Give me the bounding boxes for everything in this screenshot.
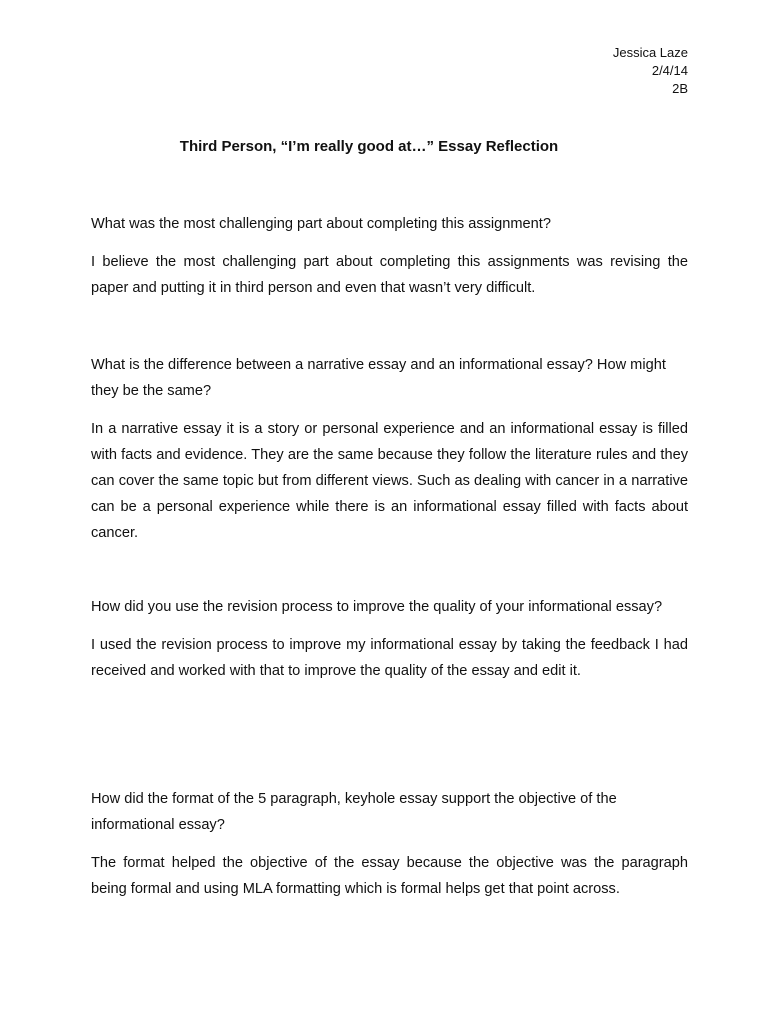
- class-period: 2B: [672, 81, 688, 96]
- question-text: What was the most challenging part about completing this assignment?: [91, 216, 551, 232]
- question-text: How did you use the revision process to improve the quality of your informational essay?: [91, 599, 663, 615]
- document-title: Third Person, “I’m really good at…” Essay Reflection: [179, 138, 559, 155]
- qa-section-1: [91, 211, 688, 301]
- qa-section-2: [91, 352, 688, 546]
- assignment-date: 2/4/14: [651, 63, 688, 78]
- answer-text: I used the revision process to improve my informational essay by taking the feedback I had received and worked with that to improve the quality of the essay and edit it.: [91, 637, 688, 679]
- qa-section-4: [91, 786, 688, 902]
- answer-text: In a narrative essay it is a story or personal experience and an informational essay is filled with facts and evidence. They are the same because they follow the literature rules and they can cover the same topic but from different views. Such as dealing with cancer in a narrative can be a personal experience while there is an informational essay filled with facts about cancer.: [91, 421, 688, 541]
- answer-text: The format helped the objective of the essay because the objective was the paragraph being formal and using MLA formatting which is formal helps get that point across.: [91, 855, 688, 897]
- student-name: Jessica Laze: [612, 45, 688, 60]
- question-text: What is the difference between a narrative essay and an informational essay? How might they be the same?: [91, 357, 666, 399]
- student-header: [613, 44, 688, 98]
- answer-text: I believe the most challenging part about completing this assignments was revising the paper and putting it in third person and even that wasn’t very difficult.: [91, 254, 688, 296]
- qa-section-3: [91, 594, 688, 684]
- question-text: How did the format of the 5 paragraph, keyhole essay support the objective of the informational essay?: [91, 791, 617, 833]
